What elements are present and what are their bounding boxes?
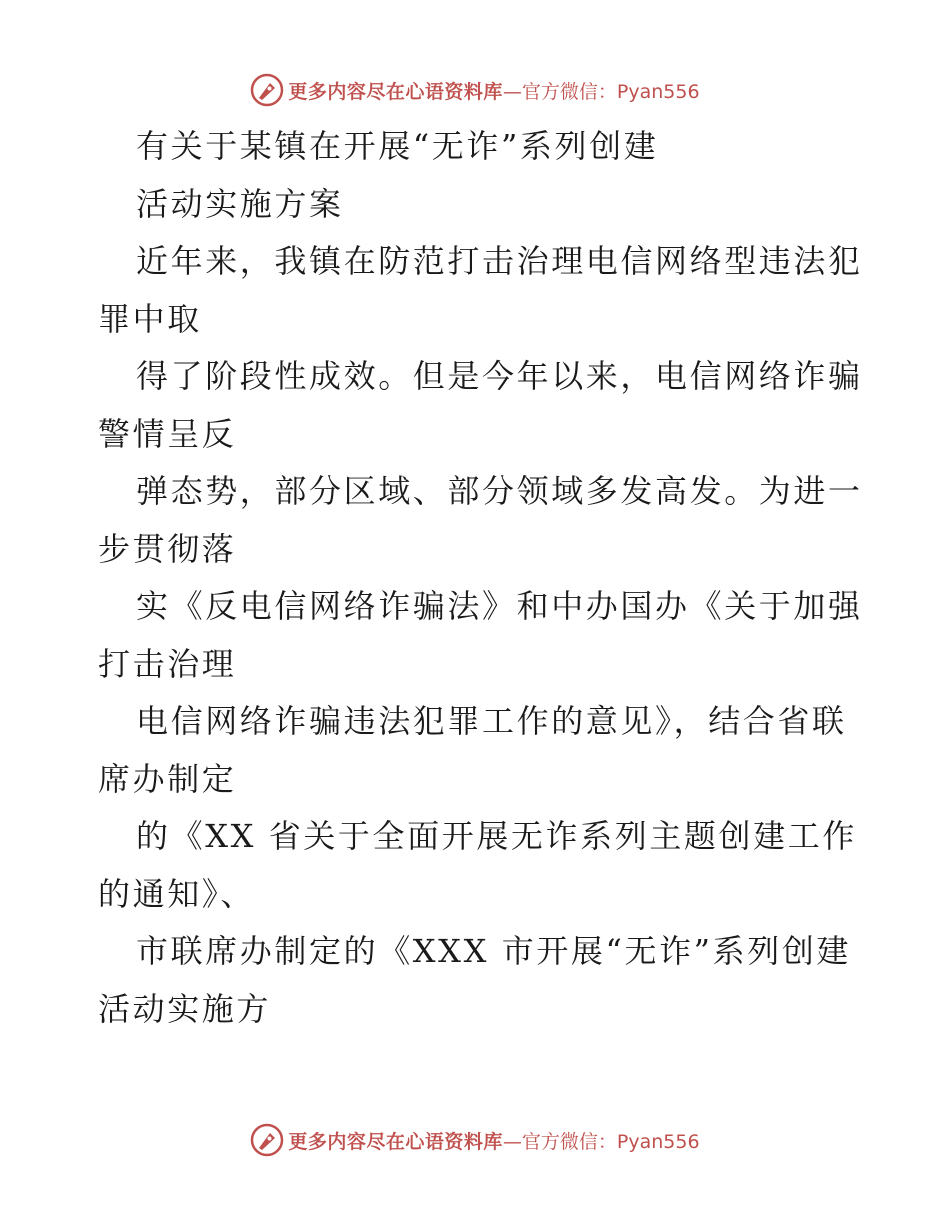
pen-nib-logo-icon xyxy=(250,1123,284,1157)
pen-nib-logo-icon xyxy=(250,73,284,107)
paragraph-line: 打击治理 xyxy=(98,644,237,683)
watermark-contact: —官方微信：Pyan556 xyxy=(502,80,700,103)
paragraph-line: 近年来，我镇在防范打击治理电信网络型违法犯 xyxy=(136,242,863,280)
paragraph-line: 得了阶段性成效。但是今年以来，电信网络诈骗 xyxy=(136,357,863,395)
watermark-text: 更多内容尽在心语资料库 xyxy=(288,80,503,103)
paragraph-line: 步贯彻落 xyxy=(98,529,237,568)
doc-title-line-2: 活动实施方案 xyxy=(136,184,344,223)
paragraph-line: 罪中取 xyxy=(98,299,202,338)
footer-watermark xyxy=(0,1120,950,1160)
paragraph-line: 的通知》、 xyxy=(98,874,256,913)
document-body xyxy=(98,118,863,1038)
paragraph-line: 席办制定 xyxy=(98,759,237,798)
paragraph-line: 实《反电信网络诈骗法》和中办国办《关于加强 xyxy=(136,587,863,625)
watermark-contact: —官方微信：Pyan556 xyxy=(502,1130,700,1153)
paragraph-line: 活动实施方 xyxy=(98,989,272,1028)
paragraph-line: 的《XX 省关于全面开展无诈系列主题创建工作 xyxy=(136,817,857,855)
paragraph-line: 电信网络诈骗违法犯罪工作的意见》，结合省联 xyxy=(136,702,847,740)
paragraph-line: 警情呈反 xyxy=(98,414,237,453)
header-watermark xyxy=(0,70,950,110)
watermark-text: 更多内容尽在心语资料库 xyxy=(288,1130,503,1153)
paragraph-line: 市联席办制定的《XXX 市开展“无诈”系列创建 xyxy=(136,932,852,970)
paragraph-line: 弹态势，部分区域、部分领域多发高发。为进一 xyxy=(136,472,863,510)
doc-title-line-1: 有关于某镇在开展“无诈”系列创建 xyxy=(136,127,659,165)
